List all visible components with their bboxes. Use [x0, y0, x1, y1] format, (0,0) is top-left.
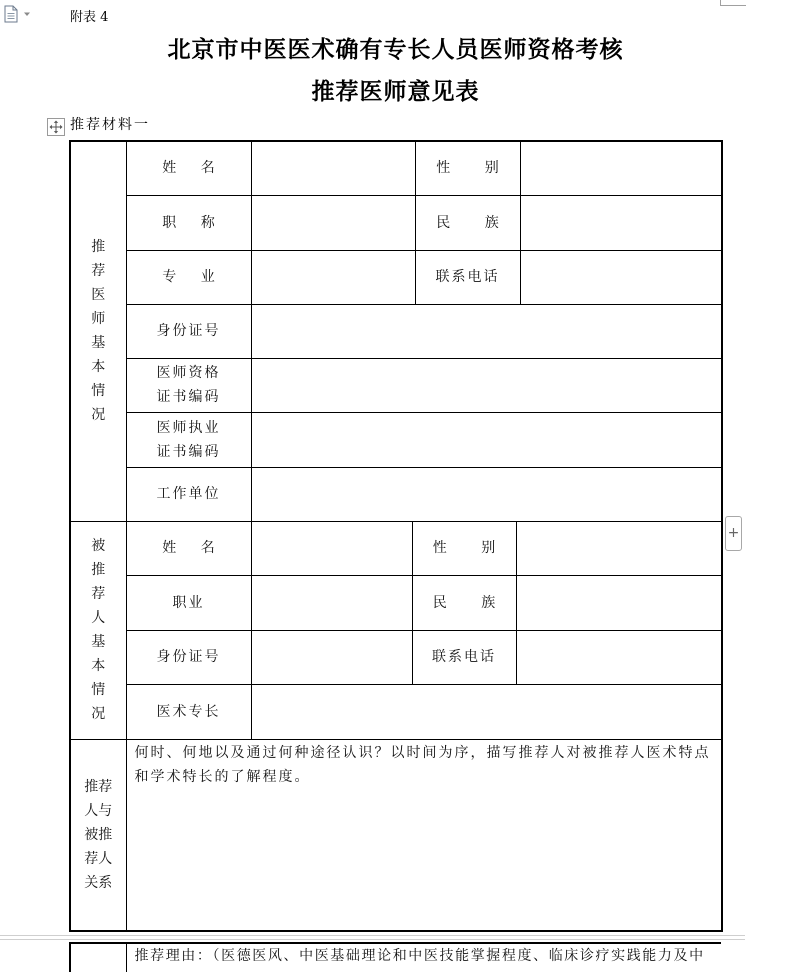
recommender-practice-cert-label: 医师执业 证书编码 [126, 412, 251, 467]
reason-section-label-cell [70, 943, 126, 972]
recommender-phone-label: 联系电话 [415, 250, 520, 304]
recommendation-form-table [69, 140, 723, 932]
page-break-line [0, 939, 745, 940]
recommendee-section-label-text: 被推荐人基本情况 [91, 538, 106, 722]
recommendee-id-label: 身份证号 [126, 630, 251, 684]
recommender-id-label: 身份证号 [126, 304, 251, 358]
title-line-2: 推荐医师意见表 [311, 78, 480, 105]
relationship-section-label [70, 739, 126, 931]
page-corner-mark [720, 0, 746, 6]
recommender-ethnicity-field[interactable] [520, 195, 722, 250]
recommendee-gender-field[interactable] [516, 521, 722, 575]
recommendee-gender-label: 性 别 [412, 521, 516, 575]
add-row-button[interactable] [725, 516, 742, 551]
recommender-ethnicity-label: 民 族 [415, 195, 520, 250]
title-line-1: 北京市中医医术确有专长人员医师资格考核 [167, 36, 624, 63]
recommender-title-field[interactable] [251, 195, 415, 250]
relationship-section-label-text: 推荐人与被推荐人关系 [84, 778, 113, 891]
reason-field[interactable] [126, 943, 721, 972]
recommender-specialty-field[interactable] [251, 250, 415, 304]
attachment-number: 附表 4 [70, 10, 109, 25]
recommender-qualification-cert-field[interactable] [251, 358, 722, 412]
recommendee-occupation-label: 职业 [126, 575, 251, 630]
recommender-specialty-label: 专 业 [126, 250, 251, 304]
recommendee-specialty-label: 医术专长 [126, 684, 251, 739]
table-move-handle[interactable] [47, 118, 65, 136]
recommender-work-unit-label: 工作单位 [126, 467, 251, 521]
page-break-line [0, 935, 745, 936]
recommender-section-label [70, 141, 126, 521]
recommender-practice-cert-field[interactable] [251, 412, 722, 467]
move-icon [49, 120, 63, 134]
recommender-section-label-text: 推荐医师基本情况 [91, 239, 106, 424]
recommendee-name-field[interactable] [251, 521, 412, 575]
recommendee-specialty-field[interactable] [251, 684, 722, 739]
document-icon[interactable] [3, 5, 19, 23]
recommendee-id-field[interactable] [251, 630, 412, 684]
recommendee-phone-label: 联系电话 [412, 630, 516, 684]
recommender-work-unit-field[interactable] [251, 467, 722, 521]
page-title [0, 29, 791, 113]
recommender-name-label: 姓 名 [126, 141, 251, 195]
material-label: 推荐材料一 [70, 117, 150, 133]
recommendee-occupation-field[interactable] [251, 575, 412, 630]
reason-prompt: 推荐理由：（医德医风、中医基础理论和中医技能掌握程度、临床诊疗实践能力及中 [134, 948, 705, 964]
recommender-qualification-cert-label: 医师资格 证书编码 [126, 358, 251, 412]
recommendee-name-label: 姓 名 [126, 521, 251, 575]
recommendee-phone-field[interactable] [516, 630, 722, 684]
recommendee-ethnicity-field[interactable] [516, 575, 722, 630]
relationship-field[interactable] [126, 739, 722, 931]
recommender-name-field[interactable] [251, 141, 415, 195]
recommender-gender-label: 性 别 [415, 141, 520, 195]
recommendation-reason-table [69, 942, 721, 972]
recommender-phone-field[interactable] [520, 250, 722, 304]
relationship-prompt: 何时、何地以及通过何种途径认识？以时间为序，描写推荐人对被推荐人医术特点和学术特长的了解程度。 [134, 744, 711, 785]
recommender-gender-field[interactable] [520, 141, 722, 195]
plus-icon: + [727, 525, 740, 541]
recommendee-ethnicity-label: 民 族 [412, 575, 516, 630]
next-page-table-container [69, 942, 721, 972]
recommender-id-field[interactable] [251, 304, 722, 358]
caret-down-icon[interactable] [23, 11, 31, 17]
recommender-title-label: 职 称 [126, 195, 251, 250]
recommendee-section-label [70, 521, 126, 739]
